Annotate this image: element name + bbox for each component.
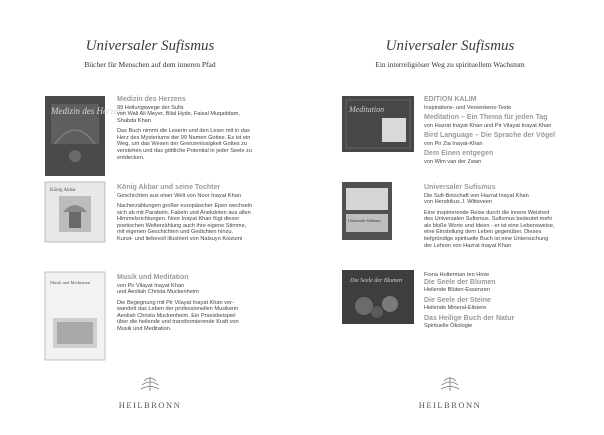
- book-line: von Pir Vilayat Inayat Khan: [117, 282, 185, 289]
- book-para: Aeoliah Christa Muckenheim. Ein Praxisbeispiel: [117, 312, 236, 319]
- edition-info: [424, 96, 604, 165]
- publisher-name: HEILBRONN: [118, 400, 182, 410]
- left-subheading: Bücher für Menschen auf dem inneren Pfad: [84, 60, 216, 69]
- book-cover-medizin: [45, 96, 126, 176]
- book-line: Geschichten aus einer Welt von Noor Inayat Khan: [117, 192, 241, 199]
- flowers-item-by: Heilende Blüten-Essenzen: [424, 287, 490, 294]
- book-para: Eine inspirierende Reise durch die innere Weisheit: [424, 209, 550, 216]
- book-para: sich ab mit Parabeln, Fabeln und Anekdoten aus allen: [117, 209, 251, 216]
- edition-item-title: Bird Language – Die Sprache der Vögel: [424, 132, 556, 140]
- book-para: über die heilende und transformierende Kraft von: [117, 319, 239, 326]
- sufismus-info: [424, 184, 604, 249]
- book-cover-musik: [45, 272, 105, 360]
- book-title-akbar: König Akbar und seine Tochter: [117, 184, 221, 191]
- cover-title-meditation: Meditation: [349, 105, 385, 114]
- cover-title-medizin: Medizin des Herzens: [51, 106, 126, 116]
- book-para: als bloße Worte und Ideen - er ist eine Lebensweise,: [424, 222, 555, 229]
- book-cover-akbar: [45, 182, 105, 242]
- book-line: und Aeoliah Christa Muckenheim: [117, 289, 199, 296]
- left-heading: Universaler Sufismus: [85, 38, 215, 54]
- book-line: von Wali Ali Meyer, Bilal Hyde, Faisal Muqaddam,: [117, 111, 240, 118]
- book-line: von Hendrikus J. Witteveen: [424, 199, 493, 206]
- cover-title-sufismus: Universaler Sufismus: [348, 219, 381, 223]
- book-para: Nacherzählungen großer europäischer Epen wechseln: [117, 203, 253, 210]
- edition-sub: Inspirations- und Versenkens-Texte: [424, 104, 512, 111]
- book-line: 99 Heilungswege der Sufis: [117, 104, 184, 111]
- book-para: mit eigenen Geschichten und Gedichten hinzu.: [117, 229, 233, 236]
- book-info-medizin: [117, 96, 297, 161]
- book-para: der Lehren von Hazrat Inayat Khan: [424, 242, 512, 249]
- book-para: Musik und Meditation.: [117, 326, 172, 333]
- book-line: Die Sufi-Botschaft von Hazrat Inayat Khan: [424, 192, 529, 199]
- book-line: Shabda Khan: [117, 117, 151, 124]
- right-subheading: Ein interreligiöser Weg zu spirituellem Wachstum: [375, 60, 525, 69]
- book-para: poetischen Welterzählung auch ihre eigene Stimme,: [117, 222, 247, 229]
- flowers-item-title: Die Seele der Steine: [424, 296, 491, 304]
- edition-item-title: Meditation – Ein Thema für jeden Tag: [424, 114, 548, 122]
- edition-item-by: von Hazrat Inayat Khan und Pir Vilayat Inayat Khan: [424, 122, 552, 129]
- publisher-emblem-icon: [439, 375, 461, 393]
- book-para: des Universalen Sufismus. Sufismus bedeutet mehr: [424, 216, 553, 223]
- book-info-akbar: [117, 184, 297, 243]
- left-page: [0, 0, 300, 435]
- cover-title-blumen: Die Seele der Blumen: [350, 278, 403, 284]
- right-page: [300, 0, 600, 435]
- flowers-item-title: Das Heilige Buch der Natur: [424, 314, 515, 322]
- book-para: Kunst- und liebevoll illustriert von Natsuyo Koizumi: [117, 236, 243, 243]
- flowers-item-by: Spirituelle Ökologie: [424, 323, 473, 330]
- edition-item-title: Dem Einen entgegen: [424, 150, 494, 158]
- book-para: Das Buch nimmt die Leserin und den Leser mit in das: [117, 128, 250, 135]
- book-title-musik: Musik und Meditation: [117, 274, 189, 281]
- book-para: eine Einstellung dem Leben gegenüber. Dieses: [424, 229, 542, 236]
- left-publisher-logo: [0, 375, 300, 410]
- edition-title: EDITION KALIM: [424, 96, 477, 103]
- book-para: entdecken.: [117, 154, 145, 161]
- right-publisher-logo: [300, 375, 600, 410]
- book-info-musik: [117, 274, 297, 333]
- flowers-info: [424, 272, 604, 330]
- edition-item-by: von Wim van der Zwan: [424, 158, 482, 165]
- publisher-emblem-icon: [139, 375, 161, 393]
- flowers-author: Fiona Holterman ten Hove: [424, 272, 490, 278]
- book-para: Weg, um das Wesen der Grenzenlosigkeit Gottes zu: [117, 141, 248, 148]
- book-cover-meditation: [342, 96, 414, 152]
- flowers-item-by: Heilende Mineral-Elixiere: [424, 305, 487, 312]
- right-heading: Universaler Sufismus: [385, 38, 515, 54]
- book-para: Herz des Mysteriums der 99 Namen Gottes. Es ist ein: [117, 134, 251, 141]
- book-para: Himmelsrichtungen. Noor Inayat Khan fügt dieser: [117, 216, 240, 223]
- book-cover-sufismus: [342, 182, 392, 240]
- book-para: verstehen und das göttliche Potential in jeder Seele zu: [117, 148, 252, 155]
- edition-item-by: von Pir Zia Inayat-Khan: [424, 140, 483, 147]
- sufismus-title: Universaler Sufismus: [424, 184, 496, 191]
- cover-title-akbar: König Akbar: [50, 188, 76, 193]
- book-title-medizin: Medizin des Herzens: [117, 96, 186, 103]
- book-para: Die Begegnung mit Pir Vilayat Inayat Khan ver-: [117, 299, 234, 306]
- publisher-name: HEILBRONN: [418, 400, 482, 410]
- flowers-item-title: Die Seele der Blumen: [424, 278, 496, 286]
- cover-title-musik: Musik und Meditation: [50, 280, 91, 285]
- book-para: tiefgründige spirituelle Buch ist eine Untersuchung: [424, 236, 549, 243]
- book-cover-blumen: [342, 270, 414, 324]
- book-para: wandelt das Leben der professionellen Musikerin: [117, 306, 239, 313]
